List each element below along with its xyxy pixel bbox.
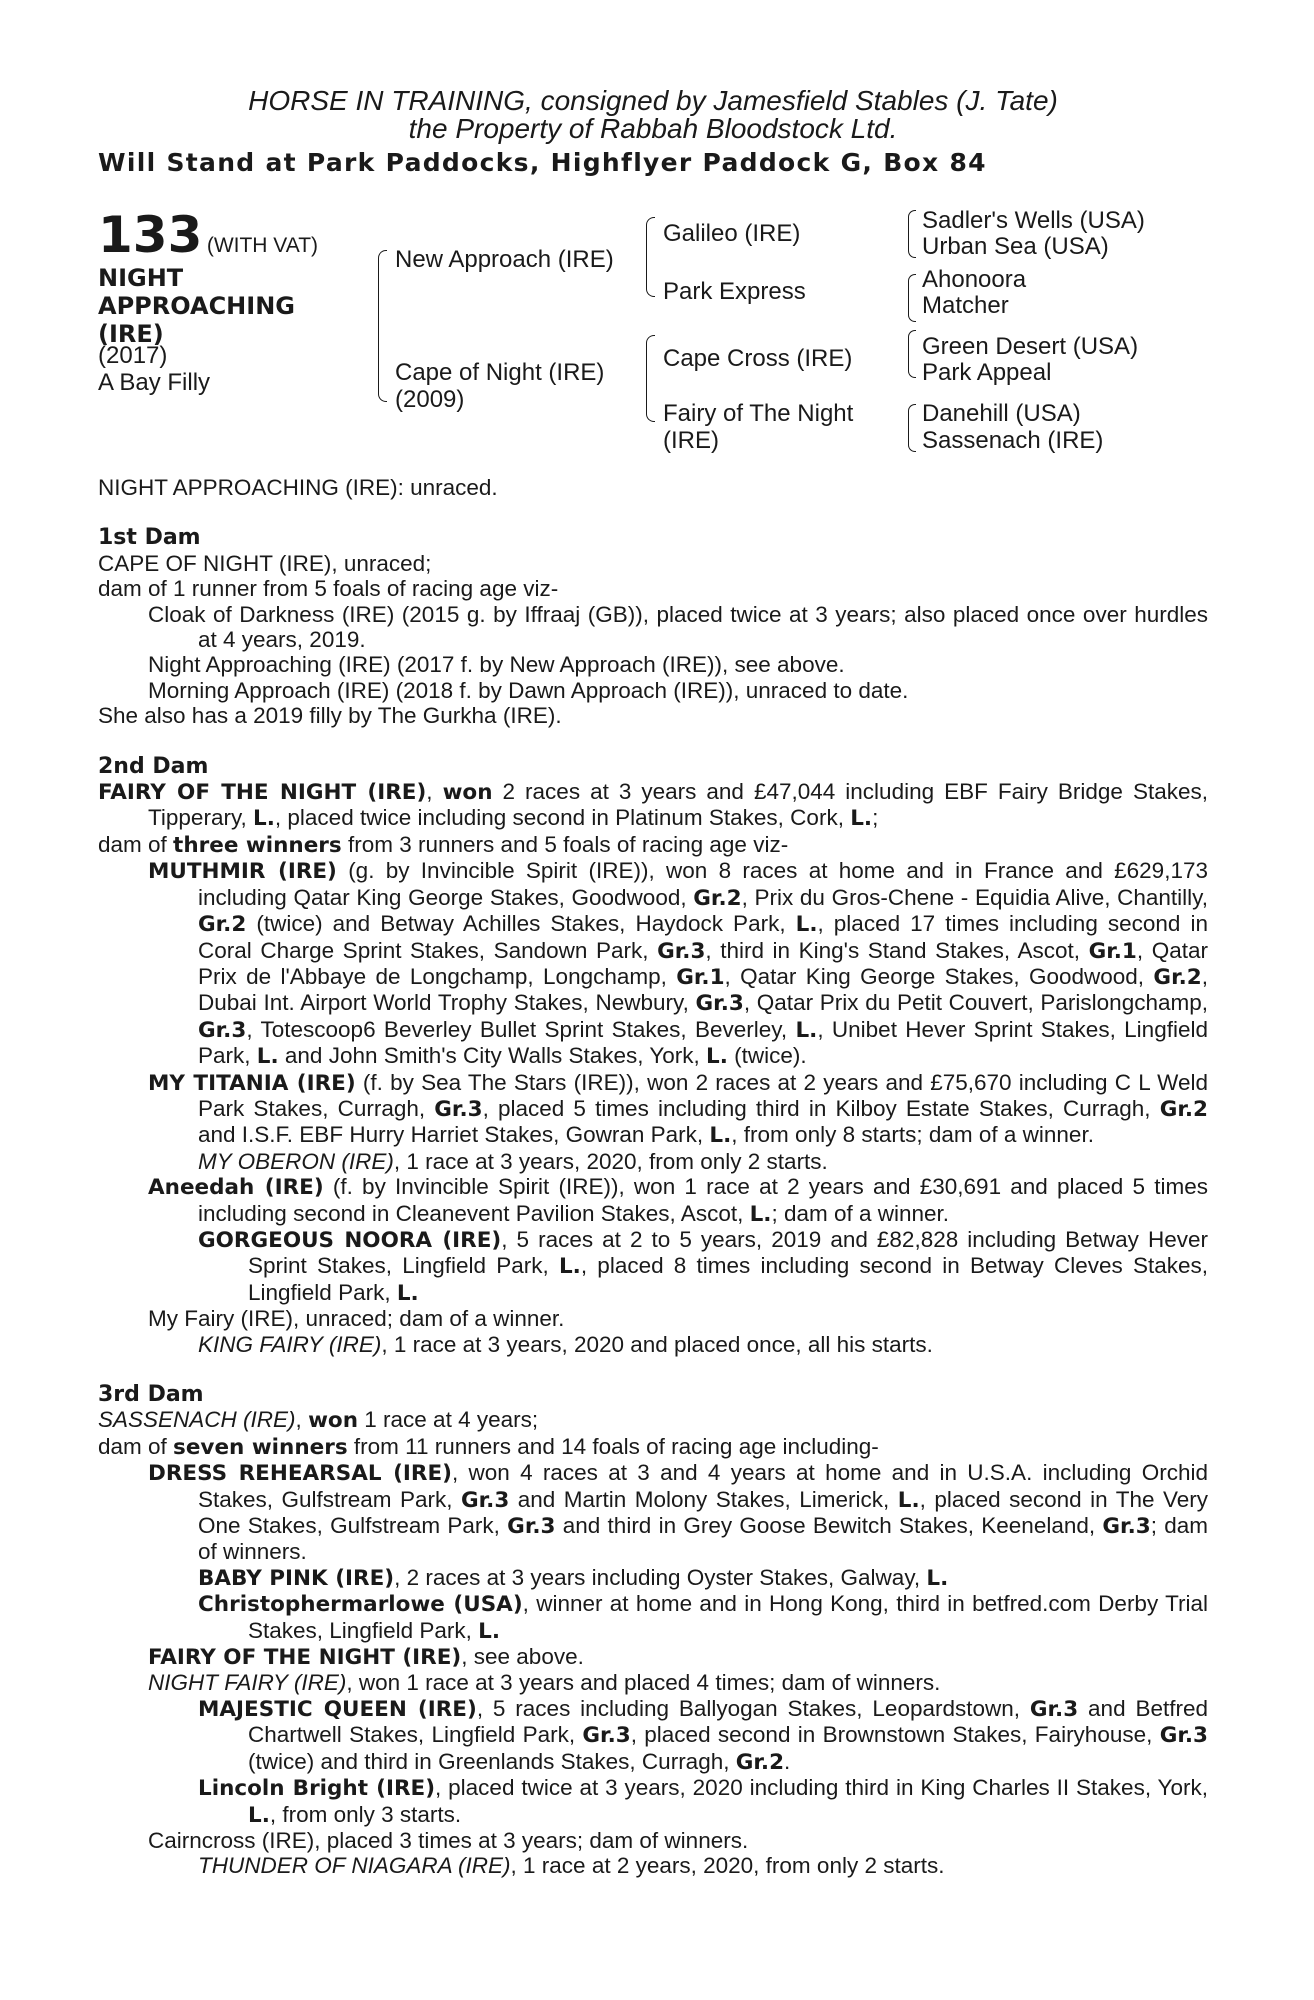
grade-label: Gr.2 xyxy=(1153,964,1202,990)
consignor-line: HORSE IN TRAINING, consigned by Jamesfield Stables (J. Tate) xyxy=(248,85,1058,116)
entry-text: and Martin Molony Stakes, Limerick, xyxy=(509,1486,898,1512)
pedigree-brace xyxy=(908,210,916,258)
pedigree-sire: New Approach (IRE) xyxy=(395,246,614,273)
stabling-line: Will Stand at Park Paddocks, Highflyer Paddock G, Box 84 xyxy=(98,148,987,177)
pedigree-gg-8: Sassenach (IRE) xyxy=(922,427,1104,454)
produce-entry xyxy=(98,1174,1208,1227)
horse-name: MAJESTIC QUEEN (IRE) xyxy=(198,1696,477,1722)
entry-text: , 2 races at 3 years including Oyster Stakes, Galway, xyxy=(394,1564,927,1590)
entry-text: , placed twice including second in Platinum Stakes, Cork, xyxy=(274,805,851,831)
horse-name: MY TITANIA (IRE) xyxy=(148,1070,356,1096)
grade-label: L. xyxy=(795,912,818,938)
grade-label: L. xyxy=(926,1565,949,1591)
entry-text: , from only 8 starts; dam of a winner. xyxy=(731,1122,1094,1148)
entry-text: (twice). xyxy=(727,1043,807,1069)
pedigree-dam: Cape of Night (IRE) xyxy=(395,359,605,386)
entry-text: (twice) and third in Greenlands Stakes, Curragh, xyxy=(248,1748,736,1774)
pedigree-brace xyxy=(908,404,916,452)
dam-entry: SASSENACH (IRE), won 1 race at 4 years; xyxy=(98,1407,539,1434)
entry-text: , third in King's Stand Stakes, Ascot, xyxy=(705,937,1089,963)
entry-text: , placed second in Brownstown Stakes, Fairyhouse, xyxy=(630,1722,1160,1748)
produce-entry xyxy=(98,1565,1208,1591)
entry-text: , Prix du Gros-Chene - Equidia Alive, Chantilly, xyxy=(741,884,1208,910)
entry-text: , placed second in The Very One Stakes, Gulfstream Park, xyxy=(198,1486,1208,1539)
pedigree-line: Fairy of The Night xyxy=(663,400,854,427)
grade-label: Gr.3 xyxy=(1102,1514,1151,1540)
grade-label: L. xyxy=(749,1201,772,1227)
pedigree-dam-sire: Cape Cross (IRE) xyxy=(663,345,853,372)
pedigree-dam-dam xyxy=(663,400,853,454)
grade-label: L. xyxy=(253,806,275,832)
lot-number: 133 xyxy=(98,206,203,264)
entry-text: , placed twice at 3 years, 2020 including third in King Charles II Stakes, York, xyxy=(435,1775,1208,1801)
produce-entry: Morning Approach (IRE) (2018 f. by Dawn Approach (IRE)), unraced to date. xyxy=(148,677,909,703)
grade-label: Gr.3 xyxy=(198,1017,247,1043)
horse-name: NIGHT FAIRY (IRE) xyxy=(148,1670,347,1696)
grade-label: Gr.2 xyxy=(735,1749,785,1775)
produce-entry xyxy=(98,1332,1208,1357)
pedigree-gg-7: Danehill (USA) xyxy=(922,400,1081,427)
pedigree-sire-sire: Galileo (IRE) xyxy=(663,220,801,247)
produce-entry xyxy=(98,1775,1208,1828)
grade-label: L. xyxy=(248,1802,270,1828)
grade-label: L. xyxy=(478,1618,500,1644)
pedigree-gg-3: Ahonoora xyxy=(922,266,1027,293)
entry-text: ; dam of winners. xyxy=(198,1513,1208,1565)
property-line: the Property of Rabbah Bloodstock Ltd. xyxy=(408,113,898,144)
pedigree-brace xyxy=(908,274,916,322)
horse-name xyxy=(98,264,338,348)
entry-text: and Betfred Chartwell Stakes, Lingfield Park, xyxy=(248,1695,1208,1748)
entry-text: , winner at home and in Hong Kong, third in betfred.com Derby Trial Stakes, Lingfield Park, xyxy=(248,1591,1208,1643)
produce-entry xyxy=(98,858,1208,1069)
entry-text: (twice) and Betway Achilles Stakes, Haydock Park, xyxy=(246,911,796,937)
grade-label: L. xyxy=(396,1280,419,1306)
entry-text: , Unibet Hever Sprint Stakes, Lingfield Park, xyxy=(198,1016,1208,1069)
entry-text: (f. by Sea The Stars (IRE)), won 2 races at 2 years and £75,670 including C L Weld Park Stakes, Curragh, xyxy=(198,1069,1208,1121)
produce-entry xyxy=(98,1696,1208,1775)
pedigree-brace xyxy=(646,217,655,297)
grade-label: Gr.2 xyxy=(198,912,247,938)
grade-label: Gr.3 xyxy=(1029,1696,1079,1722)
horse-name: MY OBERON (IRE) xyxy=(198,1148,394,1174)
entry-text: , won 4 races at 3 and 4 years at home and in U.S.A. including Orchid Stakes, Gulfstream Park, xyxy=(198,1460,1208,1512)
entry-text: . xyxy=(784,1748,791,1774)
produce-entry xyxy=(98,1591,1208,1644)
grade-label: L. xyxy=(706,1044,728,1070)
entry-text: , placed 8 times including second in Betway Cleves Stakes, Lingfield Park, xyxy=(248,1253,1208,1305)
horse-name: MUTHMIR (IRE) xyxy=(148,859,337,885)
entry-text: 1 race at 4 years; xyxy=(358,1407,539,1433)
entry-text: ; dam of a winner. xyxy=(771,1200,950,1226)
vat-note: (WITH VAT) xyxy=(206,234,319,257)
grade-label: Gr.3 xyxy=(434,1096,483,1122)
foaling-year: (2017) xyxy=(98,342,168,369)
entry-text: , Qatar Prix de l'Abbaye de Longchamp, Longchamp, xyxy=(198,937,1208,989)
entry-text: , 1 race at 3 years, 2020 and placed once, all his starts. xyxy=(381,1331,933,1357)
horse-name: Aneedah (IRE) xyxy=(148,1175,324,1201)
dam-produce-line xyxy=(98,832,1208,858)
produce-entry xyxy=(98,1460,1208,1565)
horse-name: DRESS REHEARSAL (IRE) xyxy=(148,1461,452,1487)
grade-label: Gr.2 xyxy=(1159,1096,1209,1122)
race-record: NIGHT APPROACHING (IRE): unraced. xyxy=(98,475,498,500)
grade-label: L. xyxy=(795,1017,818,1043)
entry-text: , placed 17 times including second in Coral Charge Sprint Stakes, Sandown Park, xyxy=(198,911,1208,963)
horse-name: FAIRY OF THE NIGHT (IRE) xyxy=(98,780,427,806)
grade-label: Gr.1 xyxy=(676,964,725,990)
entry-text: dam of xyxy=(98,831,174,857)
produce-entry xyxy=(98,1149,1208,1174)
grade-label: Gr.3 xyxy=(582,1723,631,1749)
grade-label: L. xyxy=(897,1487,920,1513)
grade-label: Gr.3 xyxy=(695,991,744,1017)
entry-text: , 1 race at 3 years, 2020, from only 2 starts. xyxy=(393,1148,828,1174)
pedigree-brace xyxy=(908,330,916,378)
entry-text: , placed 5 times including third in Kilboy Estate Stakes, Curragh, xyxy=(482,1095,1160,1121)
dam-entry: FAIRY OF THE NIGHT (IRE), won 2 races at 3 years and £47,044 including EBF Fairy Bridge Stakes, Tipperary, L., placed twice including second in Platinum Stakes, Cork, L.; xyxy=(98,779,1208,832)
produce-entry xyxy=(98,1853,1208,1878)
entry-text: , see above. xyxy=(461,1644,584,1670)
pedigree-gg-2: Urban Sea (USA) xyxy=(922,233,1109,260)
entry-text: 2 races at 3 years and £47,044 including EBF Fairy Bridge Stakes, Tipperary, xyxy=(148,779,1208,831)
grade-label: Gr.3 xyxy=(507,1514,556,1540)
entry-text: , won 1 race at 3 years and placed 4 times; dam of winners. xyxy=(346,1670,941,1696)
produce-note: She also has a 2019 filly by The Gurkha (IRE). xyxy=(98,703,562,729)
entry-text: , 5 races at 2 to 5 years, 2019 and £82,828 including Betway Hever Sprint Stakes, Lingfield Park, xyxy=(248,1226,1208,1279)
entry-text: , from only 3 starts. xyxy=(269,1801,462,1827)
horse-name: FAIRY OF THE NIGHT (IRE) xyxy=(148,1645,462,1671)
horse-name: BABY PINK (IRE) xyxy=(198,1565,395,1591)
entry-text: (g. by Invincible Spirit (IRE)), won 8 races at home and in France and £629,173 including Qatar King George Stakes, Goodwood, xyxy=(198,858,1208,910)
grade-label: L. xyxy=(256,1044,279,1070)
horse-name: THUNDER OF NIAGARA (IRE) xyxy=(198,1853,511,1879)
horse-name-line: (IRE) xyxy=(98,320,164,348)
produce-entry: Night Approaching (IRE) (2017 f. by New Approach (IRE)), see above. xyxy=(148,652,845,678)
pedigree-sire-dam: Park Express xyxy=(663,278,806,305)
entry-text: , Totescoop6 Beverley Bullet Sprint Stakes, Beverley, xyxy=(246,1016,796,1042)
entry-text: from 11 runners and 14 foals of racing age including- xyxy=(347,1433,879,1459)
produce-entry xyxy=(98,1227,1208,1306)
won-label: won xyxy=(442,780,493,806)
entry-text: and John Smith's City Walls Stakes, York, xyxy=(278,1043,707,1069)
produce-entry xyxy=(98,1670,1208,1695)
pedigree-gg-6: Park Appeal xyxy=(922,359,1052,386)
pedigree-line: (IRE) xyxy=(663,427,719,454)
grade-label: Gr.3 xyxy=(1159,1723,1208,1749)
produce-entry xyxy=(98,1644,1208,1670)
winners-count: seven winners xyxy=(173,1434,348,1460)
section-heading-2nd-dam: 2nd Dam xyxy=(98,753,209,779)
pedigree-gg-5: Green Desert (USA) xyxy=(922,333,1139,360)
dam-line: CAPE OF NIGHT (IRE), unraced; xyxy=(98,550,432,576)
entry-text: , 5 races including Ballyogan Stakes, Leopardstown, xyxy=(476,1695,1030,1721)
entry-text: from 3 runners and 5 foals of racing age viz- xyxy=(341,831,789,857)
section-heading-1st-dam: 1st Dam xyxy=(98,525,201,551)
entry-text: , Qatar Prix du Petit Couvert, Parislongchamp, xyxy=(743,990,1208,1016)
entry-text: and I.S.F. EBF Hurry Harriet Stakes, Gowran Park, xyxy=(198,1122,710,1148)
pedigree-brace xyxy=(378,250,387,402)
horse-name: Lincoln Bright (IRE) xyxy=(198,1776,436,1802)
grade-label: Gr.2 xyxy=(693,885,742,911)
entry-text: dam of xyxy=(98,1433,174,1459)
section-heading-3rd-dam: 3rd Dam xyxy=(98,1382,204,1407)
horse-name: Christophermarlowe (USA) xyxy=(198,1592,523,1618)
grade-label: Gr.3 xyxy=(657,938,706,964)
pedigree-brace xyxy=(646,335,655,422)
produce-entry: Cloak of Darkness (IRE) (2015 g. by Iffraaj (GB)), placed twice at 3 years; also placed once over hurdles at 4 years, 2019. xyxy=(148,601,1208,653)
entry-text: , 1 race at 2 years, 2020, from only 2 starts. xyxy=(510,1853,945,1879)
entry-text: (f. by Invincible Spirit (IRE)), won 1 race at 2 years and £30,691 and placed 5 times including second in Cleanevent Pavilion Stakes, Ascot, xyxy=(198,1174,1208,1226)
grade-label: L. xyxy=(850,806,873,832)
grade-label: Gr.1 xyxy=(1088,938,1137,964)
dam-produce-line: dam of 1 runner from 5 foals of racing age viz- xyxy=(98,576,559,602)
winners-count: three winners xyxy=(173,832,342,858)
dam-produce-line xyxy=(98,1434,1208,1460)
grade-label: L. xyxy=(709,1123,732,1149)
pedigree-dam-year: (2009) xyxy=(395,386,465,413)
produce-entry xyxy=(98,1070,1208,1149)
horse-name: SASSENACH (IRE) xyxy=(98,1407,296,1433)
pedigree-gg-1: Sadler's Wells (USA) xyxy=(922,207,1145,234)
produce-entry: Cairncross (IRE), placed 3 times at 3 years; dam of winners. xyxy=(148,1827,749,1853)
pedigree-gg-4: Matcher xyxy=(922,292,1009,319)
entry-text: and third in Grey Goose Bewitch Stakes, Keeneland, xyxy=(555,1513,1103,1539)
entry-text: , Dubai Int. Airport World Trophy Stakes, Newbury, xyxy=(198,963,1208,1016)
grade-label: L. xyxy=(558,1254,581,1280)
horse-name-line: NIGHT xyxy=(98,264,184,292)
horse-name: GORGEOUS NOORA (IRE) xyxy=(198,1227,502,1253)
produce-entry: My Fairy (IRE), unraced; dam of a winner. xyxy=(148,1306,565,1332)
grade-label: Gr.3 xyxy=(461,1487,510,1513)
horse-description: A Bay Filly xyxy=(98,369,211,396)
horse-name: KING FAIRY (IRE) xyxy=(198,1331,382,1357)
entry-text: , Qatar King George Stakes, Goodwood, xyxy=(724,963,1154,989)
horse-name-line: APPROACHING xyxy=(98,292,295,320)
lot-heading xyxy=(98,206,319,264)
won-label: won xyxy=(308,1408,359,1434)
entry-text: ; xyxy=(872,805,879,831)
catalogue-body xyxy=(98,475,1208,1879)
